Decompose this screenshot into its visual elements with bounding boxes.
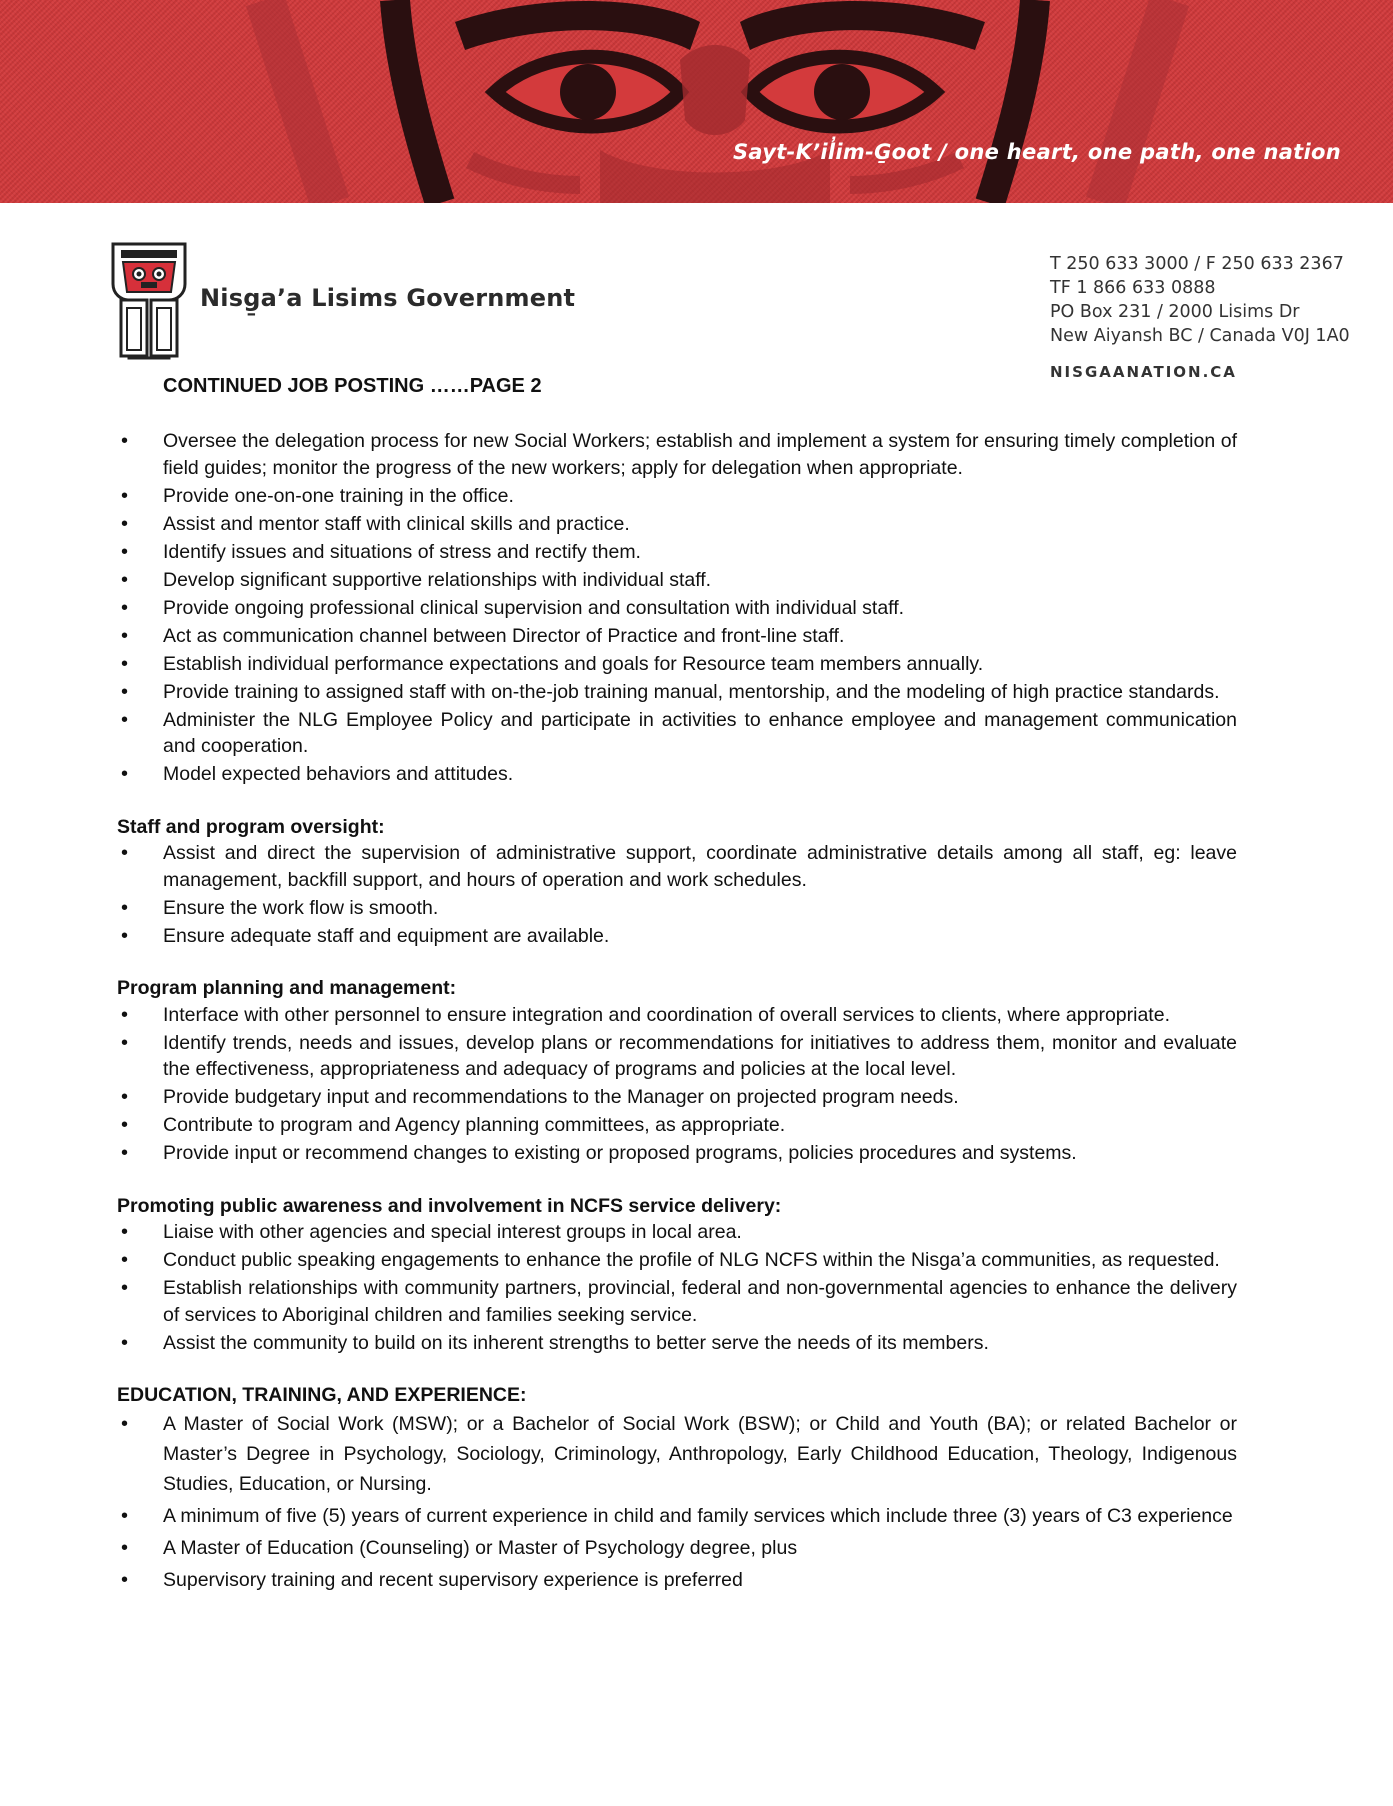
section-heading: Staff and program oversight:: [117, 815, 385, 838]
contact-toll-free: TF 1 866 633 0888: [1050, 278, 1216, 298]
list-item: • Establish individual performance expectations and goals for Resource team members annually.: [117, 651, 1237, 678]
list-item: • Identify trends, needs and issues, develop plans or recommendations for initiatives to address them, monitor and evaluate the effectiveness, appropriateness and adequacy of programs and policies at the local level.: [117, 1030, 1237, 1083]
list-item: • Provide budgetary input and recommendations to the Manager on projected program needs.: [117, 1084, 1237, 1111]
contact-phone-fax: T 250 633 3000 / F 250 633 2367: [1050, 254, 1344, 274]
list-item: • Oversee the delegation process for new Social Workers; establish and implement a system for ensuring timely completion of field guides; monitor the progress of the new workers; apply for delegation when appropriate.: [117, 428, 1237, 481]
list-item: • Assist and direct the supervision of administrative support, coordinate administrative details among all staff, eg: leave management, backfill support, and hours of operation and work schedules.: [117, 840, 1237, 893]
organization-name: Nisg̱a’a Lisims Government: [200, 284, 576, 312]
website-link[interactable]: NISGAANATION.CA: [1050, 363, 1237, 381]
list-item: • Liaise with other agencies and special interest groups in local area.: [117, 1219, 1237, 1246]
list-item: • Ensure the work flow is smooth.: [117, 895, 1237, 922]
section-heading: EDUCATION, TRAINING, AND EXPERIENCE:: [117, 1384, 527, 1406]
section-public-awareness: [117, 1193, 1237, 1357]
tagline: Sayt-K’il̓im-G̱oot / one heart, one path, one nation: [732, 140, 1341, 164]
nisgaa-crest-icon: [107, 238, 191, 367]
header-banner: [0, 0, 1393, 203]
list-item: • Provide one-on-one training in the office.: [117, 483, 1237, 510]
contact-po-box: PO Box 231 / 2000 Lisims Dr: [1050, 302, 1300, 322]
list-item: • Develop significant supportive relationships with individual staff.: [117, 567, 1237, 594]
list-item: • Model expected behaviors and attitudes.: [117, 761, 1237, 788]
bullet-list: [117, 840, 1237, 949]
bullet-list: [117, 1219, 1237, 1356]
bullet-list: [117, 1002, 1237, 1167]
document-body: [117, 428, 1237, 1597]
intro-bullet-list: [117, 428, 1237, 788]
list-item: • Interface with other personnel to ensure integration and coordination of overall services to clients, where appropriate.: [117, 1002, 1237, 1029]
list-item: • Assist and mentor staff with clinical skills and practice.: [117, 511, 1237, 538]
list-item: • Supervisory training and recent supervisory experience is preferred: [117, 1565, 1237, 1595]
list-item: • Contribute to program and Agency planning committees, as appropriate.: [117, 1112, 1237, 1139]
list-item: • Conduct public speaking engagements to enhance the profile of NLG NCFS within the Nisga’a communities, as requested.: [117, 1247, 1237, 1274]
list-item: • Provide ongoing professional clinical supervision and consultation with individual staff.: [117, 595, 1237, 622]
contact-city: New Aiyansh BC / Canada V0J 1A0: [1050, 326, 1350, 346]
section-program-planning: [117, 975, 1237, 1167]
section-heading: Program planning and management:: [117, 977, 457, 999]
section-education: [117, 1382, 1237, 1595]
section-heading: Promoting public awareness and involvement in NCFS service delivery:: [117, 1194, 782, 1217]
list-item: • Provide input or recommend changes to existing or proposed programs, policies procedures and systems.: [117, 1140, 1237, 1167]
list-item: • Ensure adequate staff and equipment are available.: [117, 923, 1237, 950]
section-staff-oversight: [117, 814, 1237, 950]
list-item: • A Master of Education (Counseling) or Master of Psychology degree, plus: [117, 1533, 1237, 1563]
list-item: • Identify issues and situations of stress and rectify them.: [117, 539, 1237, 566]
list-item: • Administer the NLG Employee Policy and participate in activities to enhance employee and management communication and cooperation.: [117, 707, 1237, 760]
page-heading: CONTINUED JOB POSTING ……PAGE 2: [163, 375, 542, 397]
list-item: • Provide training to assigned staff with on-the-job training manual, mentorship, and the modeling of high practice standards.: [117, 679, 1237, 706]
list-item: • Act as communication channel between Director of Practice and front-line staff.: [117, 623, 1237, 650]
list-item: • A minimum of five (5) years of current experience in child and family services which include three (3) years of C3 experience: [117, 1501, 1237, 1531]
list-item: • Establish relationships with community partners, provincial, federal and non-governmental agencies to enhance the delivery of services to Aboriginal children and families seeking service.: [117, 1275, 1237, 1328]
bullet-list: [117, 1409, 1237, 1595]
list-item: • A Master of Social Work (MSW); or a Bachelor of Social Work (BSW); or Child and Youth (BA); or related Bachelor or Master’s Degree in Psychology, Sociology, Criminology, Anthropology, Early Childhood Education, Theology, Indigenous Studies, Education, or Nursing.: [117, 1409, 1237, 1499]
list-item: • Assist the community to build on its inherent strengths to better serve the needs of its members.: [117, 1330, 1237, 1357]
formline-face-artwork: [0, 0, 1393, 203]
contact-block: [1050, 252, 1350, 384]
